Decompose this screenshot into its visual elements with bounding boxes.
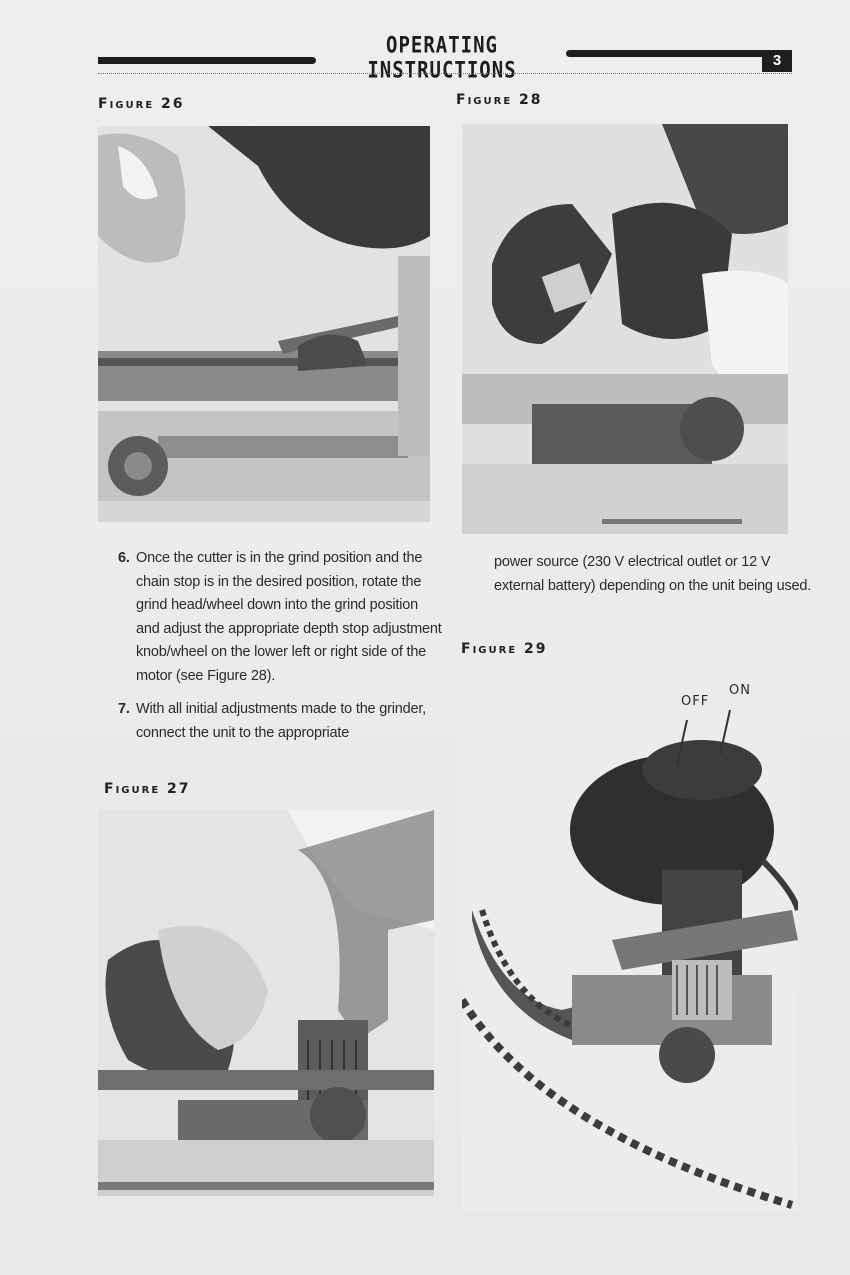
header-title: OPERATING INSTRUCTIONS	[367, 32, 517, 84]
step-6-text: Once the cutter is in the grind position and the chain stop is in the desired position, rotate the grind head/wheel down into the grind position and adjust the appropriate depth stop adjustment knob/wheel on the lower left or right side of the motor (see Figure 28).	[136, 550, 442, 684]
header-rule-right	[566, 50, 762, 57]
figure-29-photo	[462, 710, 798, 1210]
step-6	[104, 547, 444, 688]
header-rule-left	[98, 57, 316, 64]
step-6-number: 6.	[118, 550, 130, 566]
step-7	[104, 698, 444, 745]
step-7-number: 7.	[118, 701, 130, 717]
figure-26-photo	[98, 126, 430, 522]
header-divider	[98, 73, 792, 74]
figure-27-photo	[98, 810, 434, 1196]
figure-26-label: Figure 26	[98, 96, 185, 112]
switch-off-label: OFF	[681, 694, 710, 709]
figure-29-label: Figure 29	[461, 641, 548, 657]
switch-on-label: ON	[729, 683, 751, 698]
instruction-steps	[104, 547, 444, 755]
figure-28-label: Figure 28	[456, 92, 543, 108]
figure-28-photo	[462, 124, 788, 534]
step-7-continuation: power source (230 V electrical outlet or 12 V external battery) depending on the unit being used.	[494, 554, 812, 594]
page-number: 3	[762, 50, 792, 72]
step-7-text: With all initial adjustments made to the grinder, connect the unit to the appropriate	[136, 701, 427, 741]
figure-27-label: Figure 27	[104, 781, 191, 797]
